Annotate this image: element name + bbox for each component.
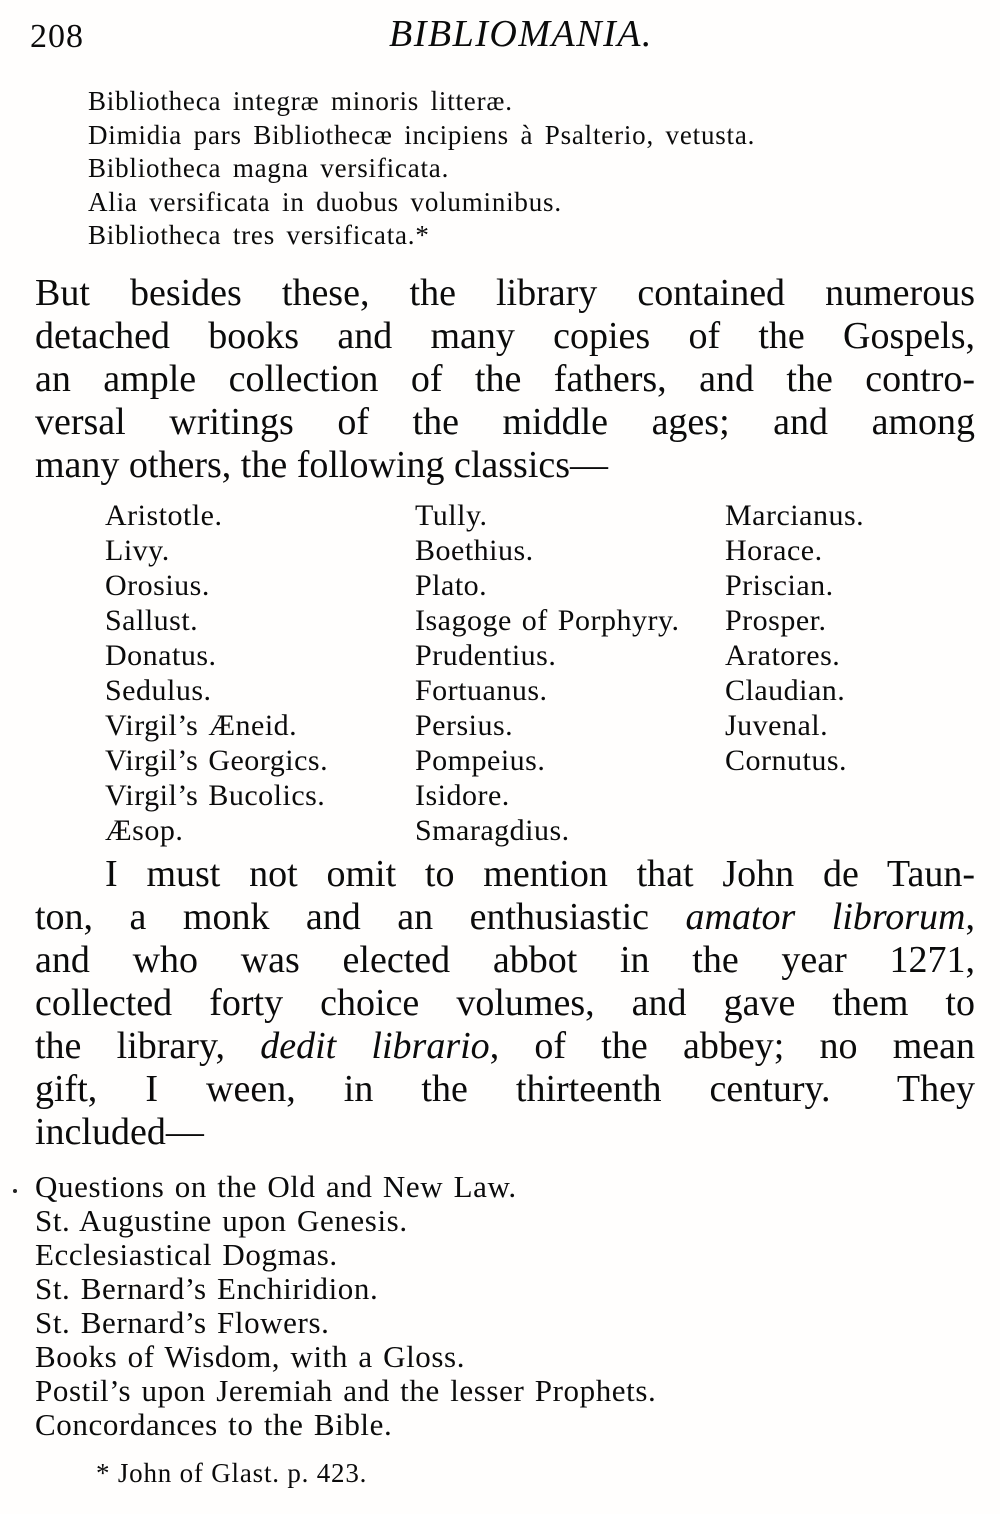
- abbot-gift-book: Questions on the Old and New Law.: [35, 1169, 517, 1204]
- classic-author: Virgil’s Georgics.: [105, 744, 329, 777]
- classic-author: Marcianus.: [725, 499, 865, 532]
- abbot-gift-book: Concordances to the Bible.: [35, 1407, 393, 1442]
- text-segment: ton, a monk and an enthusiastic: [35, 896, 686, 938]
- paragraph-line: [35, 401, 975, 444]
- abbot-gift-book: Postil’s upon Jeremiah and the lesser Prophets.: [35, 1373, 657, 1408]
- abbot-gift-book: St. Bernard’s Enchiridion.: [35, 1271, 379, 1306]
- ink-speck: [13, 1189, 17, 1193]
- classic-author: Prosper.: [725, 604, 827, 637]
- latin-booklist-item: Alia versificata in duobus voluminibus.: [88, 186, 562, 217]
- text-segment: collected forty choice volumes, and gave them to: [35, 982, 975, 1024]
- classic-author: Livy.: [105, 534, 170, 567]
- footnote: [96, 1458, 367, 1489]
- text-segment: I must not omit to mention that John de Taun-: [105, 853, 975, 895]
- classic-author: Virgil’s Æneid.: [105, 709, 298, 742]
- classic-author: Plato.: [415, 569, 488, 602]
- text-segment: versal writings of the middle ages; and among: [35, 401, 975, 443]
- classic-author: Donatus.: [105, 639, 217, 672]
- latin-booklist-item: Dimidia pars Bibliothecæ incipiens à Psalterio, vetusta.: [88, 119, 756, 150]
- classic-author: Prudentius.: [415, 639, 557, 672]
- latin-booklist-item: Bibliotheca magna versificata.: [88, 153, 450, 183]
- classic-author: Horace.: [725, 534, 823, 567]
- text-segment: many others, the following classics—: [35, 444, 609, 486]
- running-title: BIBLIOMANIA.: [389, 13, 653, 55]
- paragraph-john-de-taunton: [35, 853, 975, 1154]
- paragraph-line: [35, 315, 975, 358]
- paragraph-line: [35, 1111, 975, 1154]
- paragraph-line: [35, 444, 975, 487]
- paragraph-library-contents: [35, 272, 975, 487]
- paragraph-line: [35, 358, 975, 401]
- classic-author: Virgil’s Bucolics.: [105, 779, 326, 812]
- classic-author: Smaragdius.: [415, 814, 570, 847]
- text-segment: gift, I ween, in the thirteenth century. They: [35, 1068, 975, 1110]
- text-segment: detached books and many copies of the Gospels,: [35, 315, 975, 357]
- text-segment: ,: [965, 896, 975, 938]
- text-segment: and who was elected abbot in the year 1271,: [35, 939, 975, 981]
- classic-author: Sallust.: [105, 604, 199, 637]
- classic-author: Aristotle.: [105, 499, 223, 532]
- classics-column-3: [725, 498, 864, 778]
- classics-columns: [0, 498, 1000, 850]
- paragraph-line: [35, 853, 975, 896]
- footnote-text: * John of Glast. p. 423.: [96, 1458, 368, 1488]
- paragraph-line: [35, 1025, 975, 1068]
- classic-author: Claudian.: [725, 674, 846, 707]
- classic-author: Juvenal.: [725, 709, 829, 742]
- classics-column-1: [105, 498, 328, 848]
- classic-author: Fortuanus.: [415, 674, 548, 707]
- latin-booklist-item: Bibliotheca integræ minoris litteræ.: [88, 86, 513, 116]
- text-segment: , of the abbey; no mean: [489, 1025, 975, 1067]
- classic-author: Cornutus.: [725, 744, 848, 777]
- text-segment: the library,: [35, 1025, 261, 1067]
- classic-author: Sedulus.: [105, 674, 212, 707]
- classic-author: Isagoge of Porphyry.: [415, 604, 680, 637]
- classic-author: Tully.: [415, 499, 488, 532]
- classics-column-2: [415, 498, 680, 848]
- text-segment: an ample collection of the fathers, and the contro-: [35, 358, 975, 400]
- classic-author: Persius.: [415, 709, 514, 742]
- abbot-gift-booklist: [35, 1170, 656, 1442]
- italic-phrase: dedit librario: [260, 1025, 490, 1067]
- paragraph-line: [35, 939, 975, 982]
- abbot-gift-book: St. Bernard’s Flowers.: [35, 1305, 330, 1340]
- page-header: [0, 0, 1000, 60]
- abbot-gift-book: St. Augustine upon Genesis.: [35, 1203, 408, 1238]
- classic-author: Æsop.: [105, 814, 184, 847]
- text-segment: But besides these, the library contained numerous: [35, 272, 975, 314]
- abbot-gift-book: Ecclesiastical Dogmas.: [35, 1237, 338, 1272]
- latin-booklist-item: Bibliotheca tres versificata.*: [88, 220, 430, 250]
- paragraph-line: [35, 896, 975, 939]
- classic-author: Priscian.: [725, 569, 834, 602]
- classic-author: Pompeius.: [415, 744, 546, 777]
- paragraph-line: [35, 272, 975, 315]
- classic-author: Aratores.: [725, 639, 841, 672]
- italic-phrase: amator librorum: [685, 896, 966, 938]
- classic-author: Boethius.: [415, 534, 534, 567]
- text-segment: included—: [35, 1111, 204, 1153]
- latin-booklist: [88, 85, 755, 253]
- classic-author: Isidore.: [415, 779, 510, 812]
- page-number: 208: [30, 18, 84, 55]
- classic-author: Orosius.: [105, 569, 210, 602]
- paragraph-line: [35, 982, 975, 1025]
- paragraph-line: [35, 1068, 975, 1111]
- abbot-gift-book: Books of Wisdom, with a Gloss.: [35, 1339, 466, 1374]
